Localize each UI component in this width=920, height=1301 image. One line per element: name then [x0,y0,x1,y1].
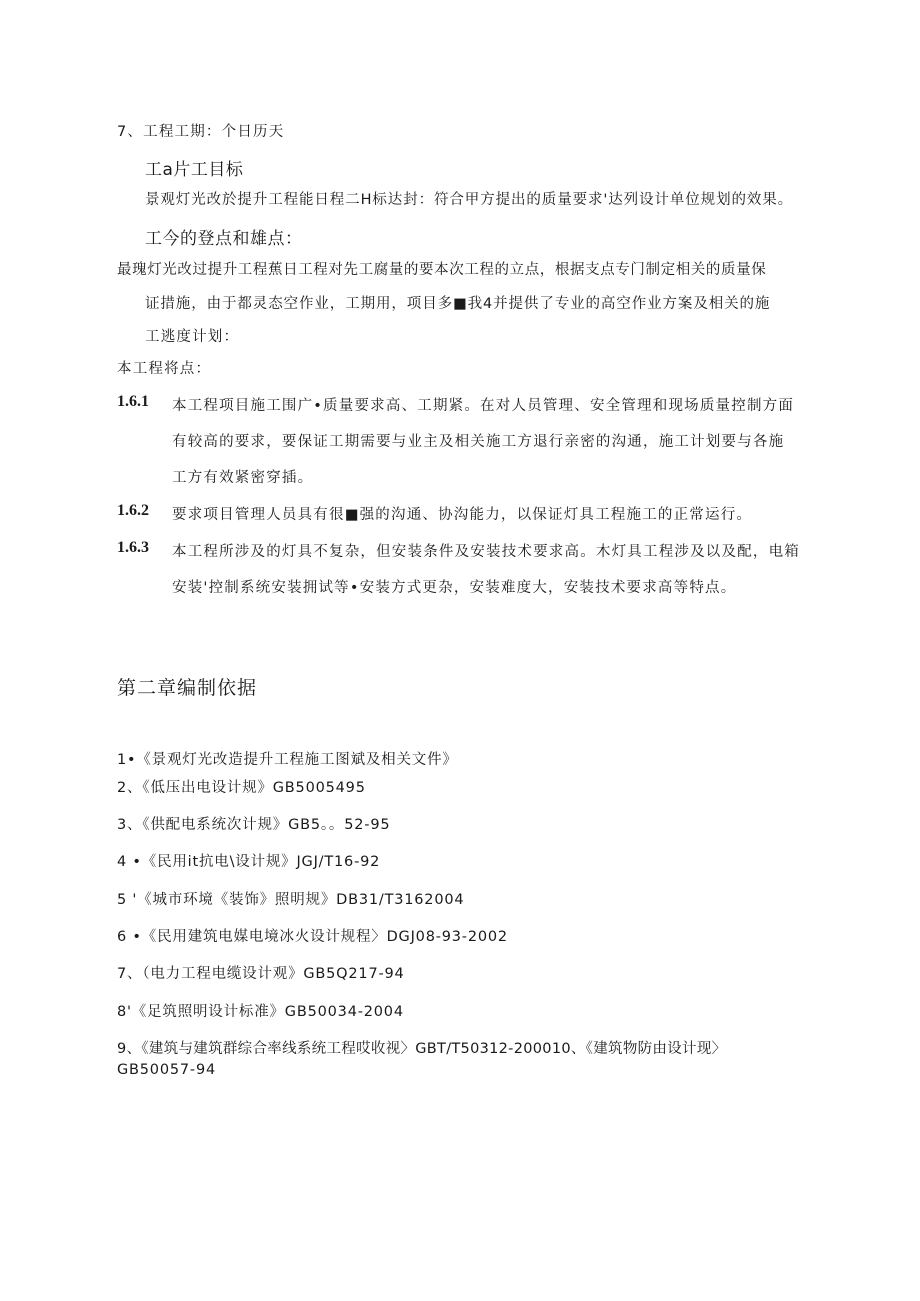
reference-item: 5 '《城市环境《装饰》照明规》DB31/T3162004 [117,892,465,908]
item-number: 1.6.2 [117,502,149,519]
key-points-paragraph-line: 工逃度计划： [145,329,240,345]
key-points-paragraph-line: 最瑰灯光改过提升工程蕉日工程对先工腐量的要本次工程的立点，根据支点专门制定相关的质量保 [117,262,767,278]
item-text-line: 本工程所涉及的灯具不复杂，但安装条件及安装技术要求高。木灯具工程涉及以及配，电箱 [172,544,800,560]
item-text-line: 工方有效紧密穿插。 [172,470,314,486]
quality-goal-text: 景观灯光改於提升工程能日程二H标达封：符合甲方提出的质量要求'达列设计单位规划的效果。 [145,192,794,208]
reference-item: 4 •《民用it抗电\设计规》JGJ/T16-92 [117,854,381,870]
chapter-title: 第二章编制依据 [117,677,258,699]
item-text-line: 本工程项目施工围广•质量要求高、工期紧。在对人员管理、安全管理和现场质量控制方面 [172,398,795,414]
quality-goal-heading: 工a片工目标 [145,160,244,180]
reference-item: GB50057-94 [117,1062,216,1078]
reference-item: 6 •《民用建筑电媒电境冰火设计规程〉DGJ08-93-2002 [117,929,508,945]
key-points-paragraph-line: 证措施，由于都灵态空作业，工期用，项目多■我4并提供了专业的高空作业方案及相关的施 [145,296,771,312]
item-text-line: 要求项目管理人员具有很■强的沟通、协沟能力，以保证灯具工程施工的正常运行。 [172,507,753,523]
item-text-line: 安装'控制系统安装拥试等•安装方式更杂，安装难度大，安装技术要求高等特点。 [172,580,737,596]
item-text-line: 有较高的要求，要保证工期需要与业主及相关施工方退行亲密的沟通，施工计划要与各施 [172,434,785,450]
key-points-heading: 工今的登点和雄点： [145,229,303,249]
reference-item: 8'《足筑照明设计标准》GB50034-2004 [117,1004,404,1020]
reference-item: 3、《供配电系统次计规》GB5。。52-95 [117,817,391,833]
reference-item: 2、《低压出电设计规》GB5005495 [117,780,366,796]
reference-item: 7、（电力工程电缆设计观》GB5Q217-94 [117,966,405,982]
key-points-intro: 本工程将点： [117,361,212,377]
duration-line: 7、工程工期：个日历天 [117,124,285,140]
item-number: 1.6.3 [117,539,149,556]
item-number: 1.6.1 [117,393,149,410]
reference-item: 1•《景观灯光改造提升工程施工图斌及相关文件》 [117,752,458,768]
reference-item: 9、《建筑与建筑群综合率线系统工程哎收视〉GBT/T50312-200010、《建筑物防由设计现〉 [117,1041,727,1057]
